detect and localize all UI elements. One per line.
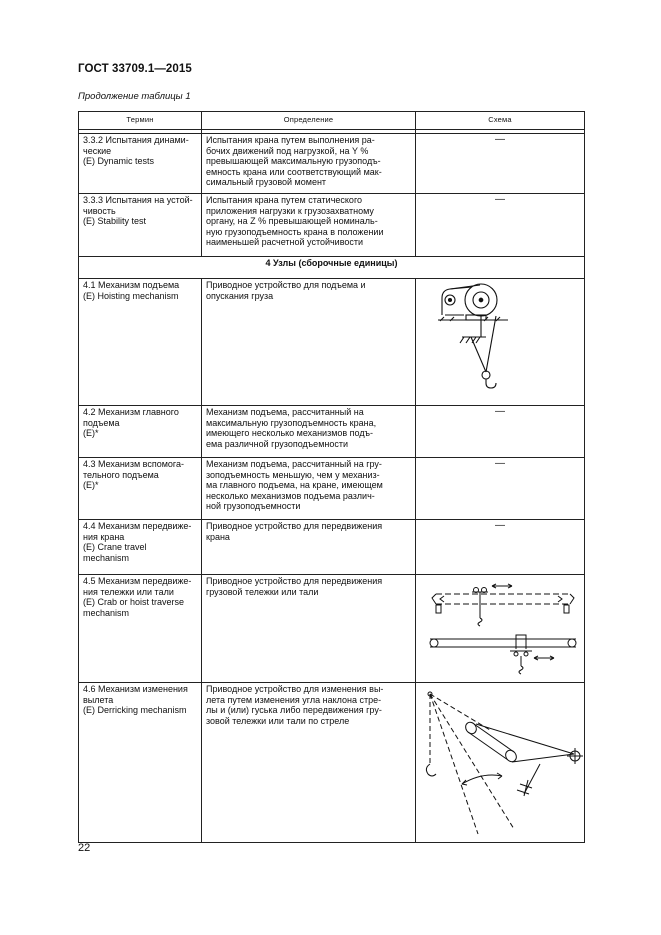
term-line: 4.2 Механизм главного	[83, 407, 179, 417]
table-row	[79, 194, 585, 257]
scheme-cell: —	[416, 406, 585, 458]
definition-line: превышающей максимальную грузоподъ-	[206, 156, 381, 167]
definition-line: симальный грузовой момент	[206, 177, 327, 188]
definition-cell	[202, 134, 416, 194]
scheme-cell: —	[416, 134, 585, 194]
scheme-cell	[416, 575, 585, 683]
term-cell	[79, 406, 202, 458]
term-line: (E) Crab or hoist traverse	[83, 597, 185, 608]
definition-line: зоподъемность меньшую, чем у механиз-	[206, 469, 380, 480]
definition-line: Приводное устройство для передвижения	[206, 521, 383, 531]
term-line: (E) Dynamic tests	[83, 156, 155, 167]
term-line: 4.1 Механизм подъема	[83, 280, 180, 290]
term-cell	[79, 279, 202, 406]
definition-line: Механизм подъема, рассчитанный на	[206, 407, 364, 417]
definition-line: имеющего несколько механизмов подъ-	[206, 428, 374, 439]
term-line: (E) Derricking mechanism	[83, 705, 187, 716]
table-caption: Продолжение таблицы 1	[78, 91, 191, 102]
definition-line: несколько механизмов подъема различ-	[206, 490, 375, 501]
definition-cell	[202, 194, 416, 257]
term-cell	[79, 134, 202, 194]
term-line: 4.5 Механизм передвиже-	[83, 576, 192, 586]
term-line: 3.3.3 Испытания на устой-	[83, 195, 193, 205]
term-line: вылета	[83, 694, 114, 705]
definition-line: грузовой тележки или тали	[206, 586, 319, 597]
term-line: mechanism	[83, 607, 130, 618]
term-line: ния крана	[83, 531, 125, 542]
scheme-cell: —	[416, 520, 585, 575]
scheme-cell: —	[416, 194, 585, 257]
section-title: 4 Узлы (сборочные единицы)	[79, 257, 585, 279]
definition-line: Приводное устройство для изменения вы-	[206, 684, 384, 694]
term-line: 4.3 Механизм вспомога-	[83, 459, 184, 469]
hoisting-mechanism-drawing	[420, 280, 589, 403]
definition-line: Испытания крана путем выполнения ра-	[206, 135, 375, 145]
table-row	[79, 458, 585, 520]
term-line: ния тележки или тали	[83, 586, 174, 597]
definition-line: органу, на Z % превышающей номиналь-	[206, 216, 378, 227]
definition-line: приложения нагрузки к грузозахватному	[206, 205, 374, 216]
term-line: (E)*	[83, 428, 99, 439]
terms-table	[78, 111, 585, 843]
definition-line: ной грузоподъемности	[206, 501, 301, 512]
term-cell	[79, 520, 202, 575]
scheme-cell	[416, 683, 585, 843]
term-line: ческие	[83, 145, 112, 156]
term-line: mechanism	[83, 552, 130, 563]
table-header-row	[79, 112, 585, 130]
definition-cell	[202, 683, 416, 843]
page-number: 22	[78, 842, 91, 854]
table-row	[79, 406, 585, 458]
column-header-term: Термин	[79, 112, 202, 130]
scheme-cell	[416, 279, 585, 406]
term-cell	[79, 575, 202, 683]
definition-cell	[202, 575, 416, 683]
definition-line: ема различной грузоподъемности	[206, 438, 349, 449]
traverse-mechanism-drawing	[420, 576, 589, 680]
table-row	[79, 520, 585, 575]
term-line: 4.6 Механизм изменения	[83, 684, 188, 694]
term-line: (E) Stability test	[83, 216, 147, 227]
definition-line: Приводное устройство для подъема и	[206, 280, 366, 290]
definition-line: бочих движений под нагрузкой, на Y %	[206, 145, 369, 156]
table-row	[79, 279, 585, 406]
document-header: ГОСТ 33709.1—2015	[78, 63, 192, 75]
term-cell	[79, 194, 202, 257]
table-row	[79, 134, 585, 194]
definition-line: Испытания крана путем статического	[206, 195, 363, 205]
term-line: тельного подъема	[83, 469, 159, 480]
definition-cell	[202, 520, 416, 575]
column-header-scheme: Схема	[416, 112, 585, 130]
term-line: (E) Hoisting mechanism	[83, 290, 179, 301]
definition-line: зовой тележки или тали по стреле	[206, 715, 350, 726]
term-cell	[79, 458, 202, 520]
definition-line: максимальную грузоподъемность крана,	[206, 417, 377, 428]
term-line: подъема	[83, 417, 120, 428]
term-line: 4.4 Механизм передвиже-	[83, 521, 192, 531]
column-header-definition: Определение	[202, 112, 416, 130]
definition-line: ную грузоподъемность крана в положении	[206, 226, 384, 237]
definition-line: лы и (или) гуська либо передвижения гру-	[206, 705, 382, 716]
definition-line: крана	[206, 531, 230, 542]
definition-cell	[202, 458, 416, 520]
definition-line: наименьшей расчетной устойчивости	[206, 237, 364, 248]
term-cell	[79, 683, 202, 843]
term-line: (E)*	[83, 480, 99, 491]
definition-line: Приводное устройство для передвижения	[206, 576, 383, 586]
definition-cell	[202, 279, 416, 406]
table-row	[79, 575, 585, 683]
table-row	[79, 683, 585, 843]
scheme-cell: —	[416, 458, 585, 520]
derricking-mechanism-drawing	[420, 684, 589, 840]
definition-line: емность крана или соответствующий мак-	[206, 166, 382, 177]
definition-line: лета путем изменения угла наклона стре-	[206, 694, 382, 705]
definition-line: Механизм подъема, рассчитанный на гру-	[206, 459, 382, 469]
definition-cell	[202, 406, 416, 458]
definition-line: опускания груза	[206, 290, 274, 301]
term-line: (E) Crane travel	[83, 542, 147, 553]
section-row	[79, 257, 585, 279]
definition-line: ма главного подъема, на кране, имеющем	[206, 480, 383, 491]
term-line: 3.3.2 Испытания динами-	[83, 135, 189, 145]
term-line: чивость	[83, 205, 116, 216]
